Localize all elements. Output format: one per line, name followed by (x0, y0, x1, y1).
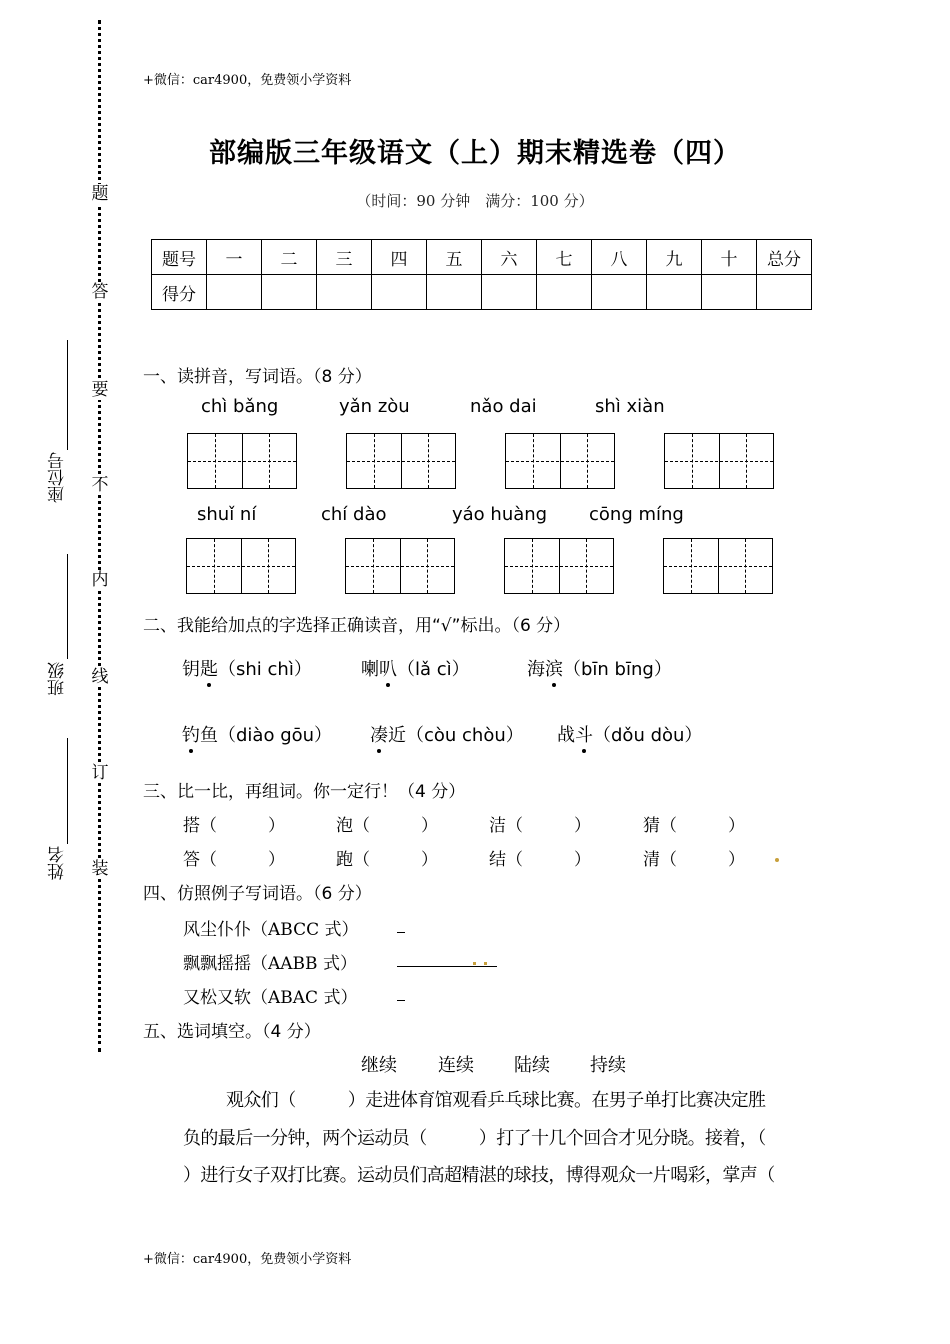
writing-grid[interactable] (505, 433, 615, 489)
header-cell: 四 (372, 240, 427, 275)
pinyin-2: yǎn zòu (339, 396, 410, 417)
header-cell: 八 (592, 240, 647, 275)
choice-item (361, 655, 470, 681)
dotted-char: 叭 (379, 659, 397, 680)
header-cell: 五 (427, 240, 482, 275)
name-line (67, 738, 68, 844)
score-cell[interactable] (482, 275, 537, 310)
writing-grid[interactable] (663, 538, 773, 594)
score-cell[interactable] (592, 275, 647, 310)
name-label: 姓名 (48, 846, 68, 880)
choice-item (527, 655, 672, 681)
margin-char-5: 内 (89, 570, 111, 590)
header-cell: 六 (482, 240, 537, 275)
section-2-heading: 二、我能给加点的字选择正确读音，用“√”标出。（6 分） (143, 616, 571, 636)
compare-item[interactable]: 搭（ ） (183, 816, 285, 836)
choice-item (370, 721, 524, 747)
writing-grid[interactable] (664, 433, 774, 489)
pinyin-4: shì xiàn (595, 396, 665, 417)
word-option: 连续 (438, 1055, 474, 1076)
char: 战 (557, 725, 575, 746)
answer-blank[interactable] (397, 1000, 405, 1001)
char: 近 (388, 725, 406, 746)
compare-item[interactable]: 跑（ ） (336, 850, 438, 870)
binding-dotted-line (98, 20, 101, 1052)
header-cell: 二 (262, 240, 317, 275)
watermark-bottom: +微信：car4900，免费领小学资料 (143, 1252, 352, 1267)
pinyin-options[interactable]: （shi chì） (218, 659, 312, 680)
score-cell[interactable] (647, 275, 702, 310)
class-label: 班级 (48, 662, 68, 696)
pinyin-8: cōng míng (589, 504, 684, 525)
dotted-char: 滨 (545, 659, 563, 680)
exam-subtitle: （时间：90 分钟 满分：100 分） (356, 192, 594, 210)
word-option: 持续 (590, 1055, 626, 1076)
example-item: 飘飘摇摇（AABB 式） (183, 954, 357, 974)
watermark-top: +微信：car4900，免费领小学资料 (143, 73, 352, 88)
pinyin-1: chì bǎng (201, 396, 279, 417)
score-row-label: 得分 (152, 275, 207, 310)
writing-grid[interactable] (186, 538, 296, 594)
header-cell: 三 (317, 240, 372, 275)
margin-char-6: 线 (89, 667, 111, 687)
score-table-score-row (152, 275, 812, 310)
stray-dot (473, 962, 476, 965)
stray-dot (484, 962, 487, 965)
pinyin-options[interactable]: （diào gōu） (218, 725, 333, 746)
char: 海 (527, 659, 545, 680)
dotted-char: 凑 (370, 725, 388, 746)
score-cell[interactable] (317, 275, 372, 310)
pinyin-5: shuǐ ní (197, 504, 257, 525)
writing-grid[interactable] (346, 433, 456, 489)
pinyin-options[interactable]: （lǎ cì） (397, 659, 470, 680)
score-cell[interactable] (427, 275, 482, 310)
dotted-char: 钓 (182, 725, 200, 746)
margin-char-2: 答 (89, 282, 111, 302)
writing-grid[interactable] (504, 538, 614, 594)
answer-blank[interactable] (397, 932, 405, 933)
header-cell: 七 (537, 240, 592, 275)
class-line (67, 554, 68, 659)
compare-item[interactable]: 结（ ） (489, 850, 591, 870)
score-cell[interactable] (537, 275, 592, 310)
pinyin-3: nǎo dai (470, 396, 537, 417)
word-option: 继续 (361, 1055, 397, 1076)
choice-item (557, 721, 702, 747)
pinyin-options[interactable]: （dǒu dòu） (593, 725, 703, 746)
header-cell: 题号 (152, 240, 207, 275)
section-5-heading: 五、选词填空。（4 分） (143, 1022, 321, 1042)
answer-blank[interactable] (397, 966, 497, 967)
compare-item[interactable]: 清（ ） (643, 850, 745, 870)
dotted-char: 斗 (575, 725, 593, 746)
writing-grid[interactable] (345, 538, 455, 594)
word-option: 陆续 (514, 1055, 550, 1076)
score-cell[interactable] (262, 275, 317, 310)
pinyin-options[interactable]: （còu chòu） (406, 725, 524, 746)
margin-char-1: 题 (89, 184, 111, 204)
compare-item[interactable]: 猜（ ） (643, 816, 745, 836)
choice-item (182, 655, 312, 681)
paragraph-line-1: 观众们（ ）走进体育馆观看乒乓球比赛。在男子单打比赛决定胜 (226, 1090, 766, 1111)
stray-dot (775, 858, 779, 862)
score-cell[interactable] (207, 275, 262, 310)
compare-item[interactable]: 泡（ ） (336, 816, 438, 836)
header-cell: 一 (207, 240, 262, 275)
char: 鱼 (200, 725, 218, 746)
margin-char-4: 不 (89, 475, 111, 495)
score-table (151, 239, 812, 310)
compare-item[interactable]: 洁（ ） (489, 816, 591, 836)
score-cell[interactable] (757, 275, 812, 310)
pinyin-6: chí dào (321, 504, 387, 525)
char: 钥 (182, 659, 200, 680)
example-item: 又松又软（ABAC 式） (183, 988, 358, 1008)
writing-grid[interactable] (187, 433, 297, 489)
section-3-heading: 三、比一比，再组词。你一定行！（4 分） (143, 782, 466, 802)
pinyin-options[interactable]: （bīn bīng） (563, 659, 672, 680)
header-cell: 总分 (757, 240, 812, 275)
seat-number-line (67, 340, 68, 450)
margin-char-3: 要 (89, 380, 111, 400)
section-4-heading: 四、仿照例子写词语。（6 分） (143, 884, 372, 904)
paragraph-line-2: 负的最后一分钟，两个运动员（ ）打了十几个回合才见分晓。接着，（ (183, 1128, 766, 1149)
score-table-header-row (152, 240, 812, 275)
section-1-heading: 一、读拼音，写词语。（8 分） (143, 367, 372, 387)
seat-number-label: 座位号 (48, 452, 68, 503)
compare-item[interactable]: 答（ ） (183, 850, 285, 870)
char: 喇 (361, 659, 379, 680)
example-item: 风尘仆仆（ABCC 式） (183, 920, 359, 940)
header-cell: 九 (647, 240, 702, 275)
margin-char-8: 装 (89, 859, 111, 879)
score-cell[interactable] (372, 275, 427, 310)
paragraph-line-3: ）进行女子双打比赛。运动员们高超精湛的球技，博得观众一片喝彩，掌声（ (183, 1165, 775, 1186)
pinyin-7: yáo huàng (452, 504, 548, 525)
score-cell[interactable] (702, 275, 757, 310)
choice-item (182, 721, 332, 747)
page-title: 部编版三年级语文（上）期末精选卷（四） (209, 138, 741, 169)
margin-char-7: 订 (89, 763, 111, 783)
dotted-char: 匙 (200, 659, 218, 680)
header-cell: 十 (702, 240, 757, 275)
